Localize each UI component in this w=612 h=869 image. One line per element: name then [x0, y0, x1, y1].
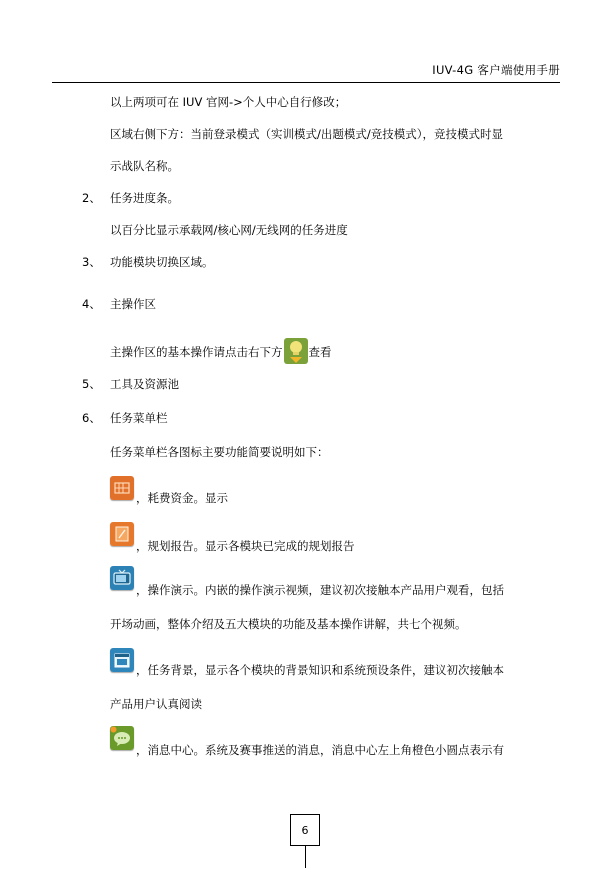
text-line: 产品用户认真阅读 — [110, 697, 202, 711]
help-bulb-icon[interactable] — [284, 338, 308, 364]
text-line: 以百分比显示承载网/核心网/无线网的任务进度 — [110, 223, 348, 237]
list-item-title: 主操作区 — [110, 297, 156, 311]
text-segment: 主操作区的基本操作请点击右下方 — [110, 345, 283, 359]
report-book-icon[interactable] — [110, 522, 134, 546]
text-line: 示战队名称。 — [110, 159, 179, 173]
page-number-box — [290, 814, 320, 846]
background-calendar-icon[interactable] — [110, 648, 134, 672]
list-item-title: 任务菜单栏 — [110, 411, 168, 425]
text-line: 区域右侧下方：当前登录模式（实训模式/出题模式/竞技模式），竞技模式时显 — [110, 127, 503, 141]
text-line — [110, 338, 332, 364]
list-number: 3、 — [82, 255, 101, 269]
text-line: ，规划报告。显示各模块已完成的规划报告 — [136, 539, 355, 553]
list-number: 5、 — [82, 377, 101, 391]
page-number-line — [305, 846, 306, 868]
text-line: ，操作演示。内嵌的操作演示视频，建议初次接触本产品用户观看，包括 — [136, 583, 504, 597]
text-line: 开场动画，整体介绍及五大模块的功能及基本操作讲解，共七个视频。 — [110, 617, 467, 631]
message-center-icon[interactable] — [110, 726, 134, 750]
list-number: 2、 — [82, 191, 101, 205]
page-header — [52, 60, 560, 83]
text-line: ，任务背景，显示各个模块的背景知识和系统预设条件，建议初次接触本 — [136, 663, 504, 677]
list-item-title: 任务进度条。 — [110, 191, 179, 205]
text-line: ，耗费资金。显示 — [136, 491, 228, 505]
header-title: IUV-4G 客户端使用手册 — [432, 63, 560, 77]
list-item-title: 功能模块切换区域。 — [110, 255, 214, 269]
text-line: ，消息中心。系统及赛事推送的消息，消息中心左上角橙色小圆点表示有 — [136, 743, 504, 757]
list-number: 4、 — [82, 297, 101, 311]
text-line: 任务菜单栏各图标主要功能简要说明如下： — [110, 445, 329, 459]
text-segment: 查看 — [308, 345, 332, 359]
page-number: 6 — [301, 824, 309, 837]
cost-cart-icon[interactable] — [110, 476, 134, 500]
text-line: 以上两项可在 IUV 官网->个人中心自行修改； — [110, 95, 347, 109]
list-item-title: 工具及资源池 — [110, 377, 179, 391]
demo-tv-icon[interactable] — [110, 566, 134, 590]
list-number: 6、 — [82, 411, 101, 425]
